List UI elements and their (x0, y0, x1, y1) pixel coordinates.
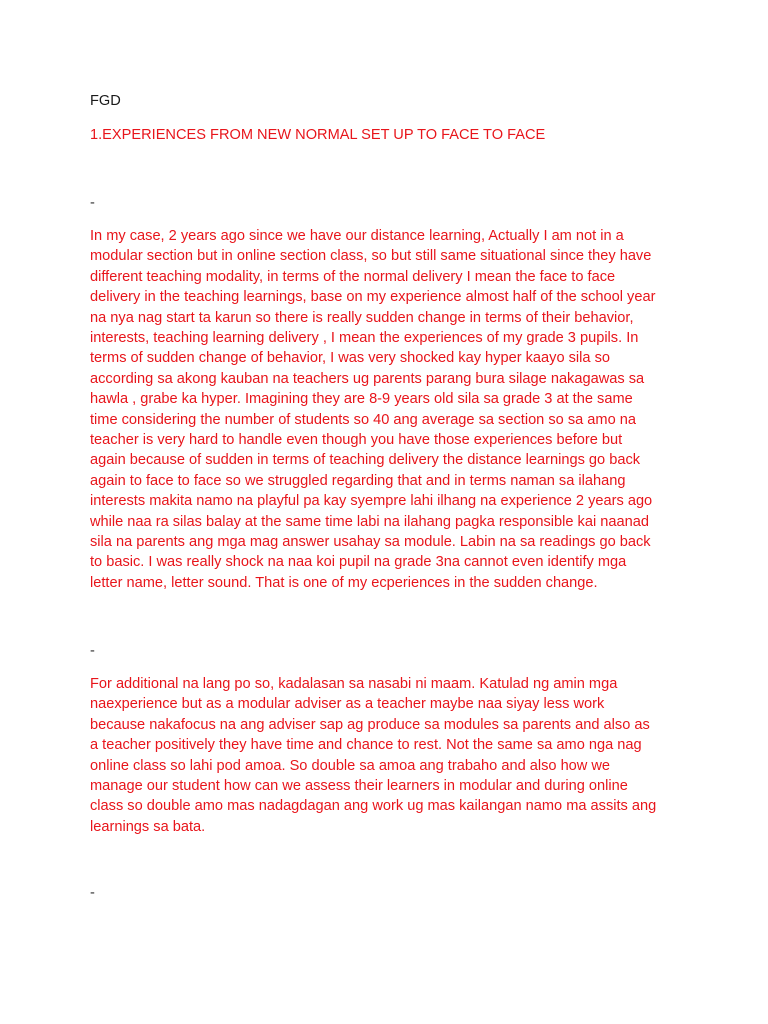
paragraph-line: interests, teaching learning delivery , I mean the experiences of my grade 3 pupils. In (90, 330, 639, 346)
document-heading: FGD (90, 93, 121, 109)
paragraph-line: according sa akong kauban na teachers ug parents parang bura silage nakagawas sa (90, 370, 645, 387)
paragraph-line: a teacher positively they have time and chance to rest. Not the same sa amo nga nag (90, 737, 642, 754)
paragraph-line: terms of sudden change of behavior, I was very shocked kay hyper kaayo sila so (90, 350, 610, 367)
paragraph-line: In my case, 2 years ago since we have our distance learning, Actually I am not in a (90, 228, 624, 244)
paragraph-line: hawla , grabe ka hyper. Imagining they are 8-9 years old sila sa grade 3 at the same (90, 391, 633, 408)
question-title: 1.EXPERIENCES FROM NEW NORMAL SET UP TO FACE TO FACE (90, 127, 546, 143)
paragraph-line: naexperience but as a modular adviser as a teacher maybe naa siyay less work (90, 696, 605, 713)
paragraph-line: delivery in the teaching learnings, base on my experience almost half of the school year (90, 289, 656, 306)
dash-marker-3: - (90, 885, 95, 901)
paragraph-line: manage our student how can we assess their learners in modular and during online (90, 778, 628, 794)
paragraph-line: time considering the number of students so 40 ang average sa section so sa amo na (90, 411, 636, 428)
paragraph-line: learnings sa bata. (90, 818, 206, 835)
dash-marker-1: - (90, 195, 95, 211)
paragraph-line: online class so lahi pod amoa. So double sa amoa ang trabaho and also how we (90, 757, 611, 774)
paragraph-line: while naa ra silas balay at the same time labi na ilahang pagka responsible kai naanad (90, 513, 649, 530)
paragraph-line: letter name, letter sound. That is one of my ecperiences in the sudden change. (90, 574, 598, 591)
paragraph-line: na nya nag start ta karun so there is really sudden change in terms of their behavior, (90, 309, 634, 326)
paragraph-line: interests makita namo na playful pa kay syempre lahi ilhang na experience 2 years ago (90, 493, 653, 510)
paragraph-line: For additional na lang po so, kadalasan sa nasabi ni maam. Katulad ng amin mga (90, 676, 618, 692)
paragraph-line: class so double amo mas nadagdagan ang work ug mas kailangan namo ma assits ang (90, 798, 657, 815)
paragraph-line: to basic. I was really shock na naa koi pupil na grade 3na cannot even identify mga (90, 554, 627, 571)
paragraph-line: again to face to face so we struggled regarding that and in terms naman sa ilahang (90, 472, 626, 489)
paragraph-line: because nakafocus na ang adviser sap ag produce sa modules sa parents and also as (90, 716, 650, 733)
paragraph-line: again because of sudden in terms of teaching delivery the distance learnings go back (90, 452, 641, 469)
paragraph-line: modular section but in online section class, so but still same situational since they have (90, 248, 652, 265)
paragraph-line: different teaching modality, in terms of the normal delivery I mean the face to face (90, 268, 616, 285)
paragraph-line: sila na parents ang mga mag answer usahay sa module. Labin na sa readings go back (90, 534, 651, 550)
paragraph-line: teacher is very hard to handle even though you have those experiences before but (90, 432, 623, 448)
dash-marker-2: - (90, 643, 95, 659)
